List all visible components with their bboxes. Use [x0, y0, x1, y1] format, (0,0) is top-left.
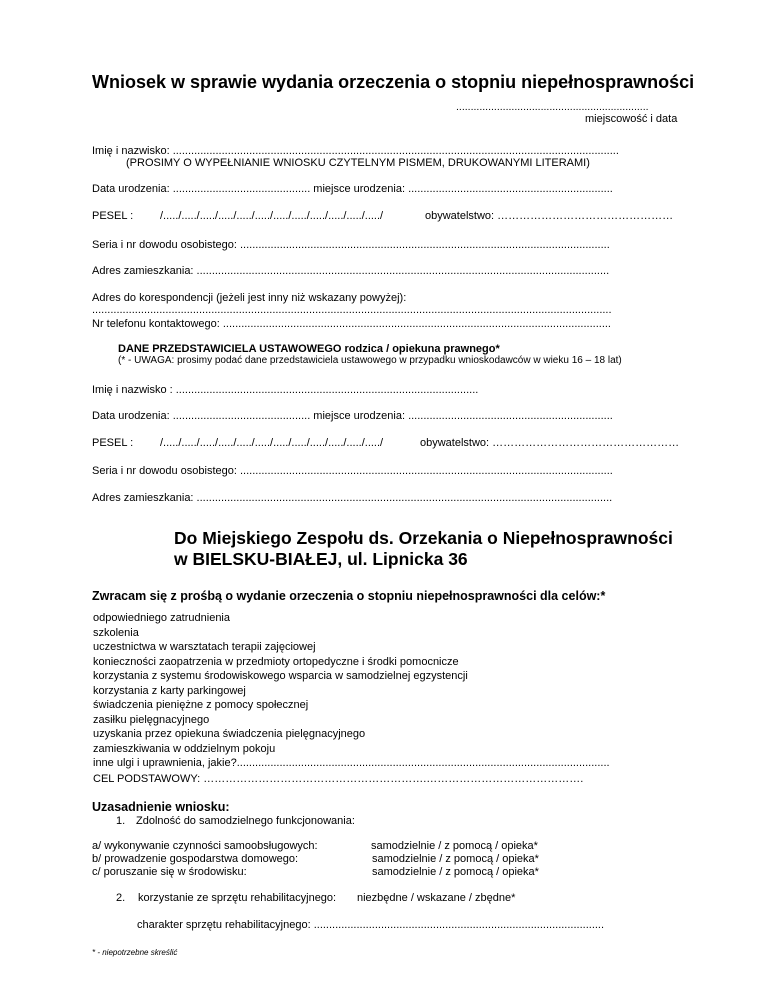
mobility-label: c/ poruszanie się w środowisku:	[92, 866, 247, 878]
self-care-options[interactable]: samodzielnie / z pomocą / opieka*	[371, 840, 538, 852]
applicant-correspondence-field[interactable]: ..........................................................................................................................................................................	[92, 304, 612, 316]
main-purpose-field[interactable]: CEL PODSTAWOWY: …………………………………………………….…………………………………….	[93, 773, 584, 785]
recipient-line-2: w BIELSKU-BIAŁEJ, ul. Lipnicka 36	[174, 549, 468, 569]
purpose-option[interactable]: korzystania z systemu środowiskowego wsparcia w samodzielnej egzystencji	[93, 670, 468, 682]
place-date-label: miejscowość i data	[585, 113, 678, 125]
purpose-option[interactable]: uzyskania przez opiekuna świadczenia pielęgnacyjnego	[93, 728, 366, 740]
self-care-label: a/ wykonywanie czynności samoobsługowych:	[92, 840, 318, 852]
applicant-address-field[interactable]: Adres zamieszkania: .......................................................................................................................................	[92, 265, 610, 277]
purpose-option[interactable]: szkolenia	[93, 626, 139, 639]
footnote: * - niepotrzebne skreślić	[92, 948, 178, 957]
purpose-option[interactable]: zamieszkiwania w oddzielnym pokoju	[93, 742, 276, 755]
applicant-pesel-field[interactable]: /...../...../...../...../...../...../...../...../...../...../...../...../	[160, 210, 384, 222]
mobility-options[interactable]: samodzielnie / z pomocą / opieka*	[372, 866, 539, 878]
guardian-id-field[interactable]: Seria i nr dowodu osobistego: ..........................................................................................................................	[92, 465, 613, 477]
rehab-equipment-label: korzystanie ze sprzętu rehabilitacyjnego:	[138, 892, 337, 904]
household-options[interactable]: samodzielnie / z pomocą / opieka*	[372, 853, 539, 865]
applicant-citizenship-field[interactable]: obywatelstwo: …………………………………………	[425, 210, 674, 222]
guardian-birth-field[interactable]: Data urodzenia: ............................................. miejsce urodzenia: ...................................................................	[92, 410, 613, 422]
guardian-pesel-label: PESEL :	[92, 437, 134, 449]
purpose-option[interactable]: zasiłku pielęgnacyjnego	[93, 713, 210, 726]
purpose-option[interactable]: świadczenia pieniężne z pomocy społecznej	[93, 699, 309, 711]
purpose-option[interactable]: odpowiedniego zatrudnienia	[93, 612, 230, 624]
purpose-option[interactable]: uczestnictwa w warsztatach terapii zajęciowej	[93, 641, 316, 653]
justification-item-2-number: 2.	[116, 892, 126, 904]
purpose-list	[93, 611, 610, 771]
purpose-option-other[interactable]: inne ulgi i uprawnienia, jakie?..........................................................................................................................	[93, 757, 610, 769]
applicant-fill-note: (PROSIMY O WYPEŁNIANIE WNIOSKU CZYTELNYM PISMEM, DRUKOWANYMI LITERAMI)	[126, 157, 590, 169]
applicant-birth-field[interactable]: Data urodzenia: ............................................. miejsce urodzenia: ...................................................................	[92, 183, 613, 195]
guardian-citizenship-field[interactable]: obywatelstwo: ……………………………………………	[420, 437, 680, 449]
purpose-option[interactable]: konieczności zaopatrzenia w przedmioty ortopedyczne i środki pomocnicze	[93, 655, 459, 668]
rehab-equipment-type-field[interactable]: charakter sprzętu rehabilitacyjnego: ...............................................................................................	[137, 919, 605, 931]
justification-heading: Uzasadnienie wniosku:	[92, 800, 230, 814]
place-date-dots[interactable]: ..................................................................	[456, 101, 649, 113]
household-label: b/ prowadzenie gospodarstwa domowego:	[92, 853, 299, 865]
guardian-name-field[interactable]: Imię i nazwisko : ...................................................................................................	[92, 384, 479, 396]
page-title: Wniosek w sprawie wydania orzeczenia o stopniu niepełnosprawności	[92, 72, 695, 92]
justification-item-1-number: 1.	[116, 815, 126, 827]
guardian-note: (* - UWAGA: prosimy podać dane przedstawiciela ustawowego w przypadku wnioskodawców w wieku 16 – 18 lat)	[118, 355, 622, 366]
applicant-pesel-label: PESEL :	[92, 210, 134, 222]
request-heading: Zwracam się z prośbą o wydanie orzeczenia o stopniu niepełnosprawności dla celów:*	[92, 589, 606, 603]
applicant-phone-field[interactable]: Nr telefonu kontaktowego: ...............................................................................................................................	[92, 318, 611, 330]
guardian-header: DANE PRZEDSTAWICIELA USTAWOWEGO rodzica / opiekuna prawnego*	[118, 343, 500, 355]
guardian-address-field[interactable]: Adres zamieszkania: ........................................................................................................................................	[92, 492, 613, 504]
guardian-pesel-field[interactable]: /...../...../...../...../...../...../...../...../...../...../...../...../	[160, 437, 384, 449]
justification-item-1-label: Zdolność do samodzielnego funkcjonowania:	[136, 815, 355, 827]
rehab-equipment-options[interactable]: niezbędne / wskazane / zbędne*	[357, 892, 516, 904]
recipient-line-1: Do Miejskiego Zespołu ds. Orzekania o Niepełnosprawności	[174, 528, 673, 548]
applicant-correspondence-label: Adres do korespondencji (jeżeli jest inny niż wskazany powyżej):	[92, 292, 407, 304]
applicant-id-field[interactable]: Seria i nr dowodu osobistego: .........................................................................................................................	[92, 239, 610, 251]
applicant-name-field[interactable]: Imię i nazwisko: ..................................................................................................................................................	[92, 145, 619, 157]
purpose-option[interactable]: korzystania z karty parkingowej	[93, 684, 246, 697]
